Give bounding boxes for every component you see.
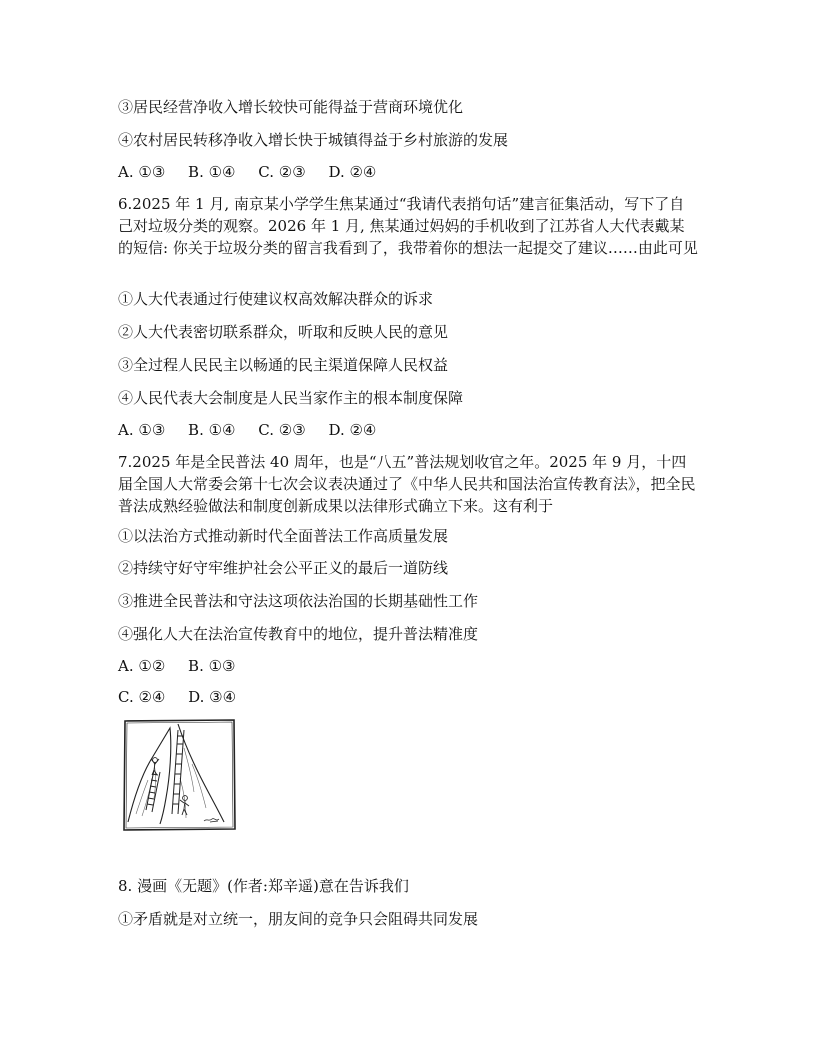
q5-answer-choices [118, 162, 394, 182]
q6-stem: 6.2025 年 1 月, 南京某小学学生焦某通过“我请代表捎句话”建言征集活动，写下了自己对垃圾分类的观察。2026 年 1 月, 焦某通过妈妈的手机收到了江苏省人大代表戴某的短信: 你关于垃圾分类的留言我看到了，我带着你的想法一起提交了建议……由此可见 [118, 195, 698, 257]
q8-option-1: ①矛盾就是对立统一，朋友间的竞争只会阻碍共同发展 [118, 910, 479, 928]
q5-choice-c: C. ②③ [258, 163, 306, 181]
q6-option-4: ④人民代表大会制度是人民当家作主的根本制度保障 [118, 389, 464, 407]
q5-choice-a: A. ①③ [118, 163, 166, 181]
q6-choice-c: C. ②③ [258, 421, 306, 439]
q6-choice-a: A. ①③ [118, 421, 166, 439]
q7-option-4: ④强化人大在法治宣传教育中的地位，提升普法精准度 [118, 625, 479, 643]
q7-choice-c: C. ②④ [118, 688, 166, 706]
q6-option-3: ③全过程人民民主以畅通的民主渠道保障人民权益 [118, 356, 449, 374]
q7-answer-row-1 [118, 656, 254, 676]
q5-option-3: ③居民经营净收入增长较快可能得益于营商环境优化 [118, 98, 464, 116]
q7-answer-row-2 [118, 687, 254, 707]
q8-stem: 8. 漫画《无题》(作者:郑辛遥)意在告诉我们 [118, 877, 409, 895]
q6-option-2: ②人大代表密切联系群众，听取和反映人民的意见 [118, 323, 449, 341]
q7-option-2: ②持续守好守牢维护社会公平正义的最后一道防线 [118, 559, 449, 577]
cartoon-image [122, 718, 238, 832]
q5-choice-b: B. ①④ [188, 163, 236, 181]
q6-option-1: ①人大代表通过行使建议权高效解决群众的诉求 [118, 290, 434, 308]
q7-choice-b: B. ①③ [188, 657, 236, 675]
q7-choice-d: D. ③④ [188, 688, 237, 706]
q6-choice-b: B. ①④ [188, 421, 236, 439]
q6-answer-choices [118, 420, 394, 440]
q7-stem: 7.2025 年是全民普法 40 周年，也是“八五”普法规划收官之年。2025 年 9 月，十四届全国人大常委会第十七次会议表决通过了《中华人民共和国法治宣传教育法》，把全民普法成熟经验做法和制度创新成果以法律形式确立下来。这有利于 [118, 453, 696, 515]
q7-option-1: ①以法治方式推动新时代全面普法工作高质量发展 [118, 527, 449, 545]
q7-choice-a: A. ①② [118, 657, 166, 675]
q7-option-3: ③推进全民普法和守法这项依法治国的长期基础性工作 [118, 592, 479, 610]
q5-choice-d: D. ②④ [328, 163, 377, 181]
q5-option-4: ④农村居民转移净收入增长快于城镇得益于乡村旅游的发展 [118, 131, 509, 149]
q6-choice-d: D. ②④ [328, 421, 377, 439]
